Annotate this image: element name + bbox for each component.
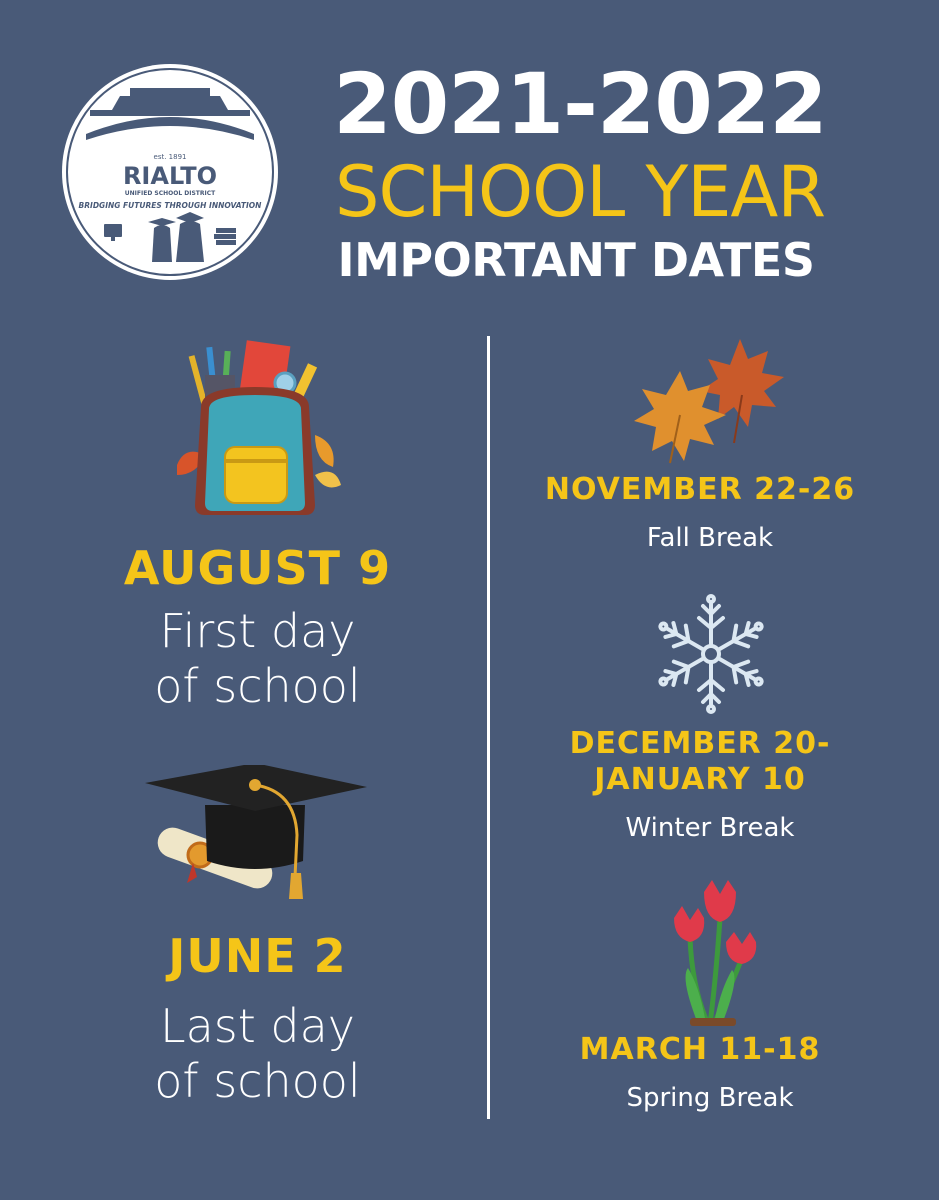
column-divider bbox=[487, 336, 490, 1119]
winter-break-date-line1: DECEMBER 20- bbox=[569, 726, 831, 761]
header-important-dates: IMPORTANT DATES bbox=[337, 233, 815, 287]
backpack-icon bbox=[165, 335, 345, 520]
fall-break-date: NOVEMBER 22-26 bbox=[544, 472, 856, 507]
logo-tagline: BRIDGING FUTURES THROUGH INNOVATION bbox=[78, 201, 262, 210]
first-day-desc-line1: First day bbox=[159, 604, 356, 658]
tulips-icon bbox=[660, 878, 760, 1028]
rialto-logo bbox=[60, 62, 280, 282]
winter-break-desc: Winter Break bbox=[625, 813, 795, 843]
graduation-cap-icon bbox=[145, 765, 370, 905]
winter-break-date-line2: JANUARY 10 bbox=[594, 762, 806, 797]
last-day-desc-line1: Last day bbox=[159, 999, 356, 1053]
header-year: 2021-2022 bbox=[333, 55, 827, 153]
logo-name: RIALTO bbox=[122, 162, 218, 190]
last-day-desc-line2: of school bbox=[154, 1054, 361, 1108]
snowflake-icon bbox=[650, 593, 772, 715]
header-school-year: SCHOOL YEAR bbox=[335, 151, 825, 233]
fall-break-desc: Fall Break bbox=[646, 523, 774, 553]
first-day-desc-line2: of school bbox=[154, 659, 361, 713]
last-day-date: JUNE 2 bbox=[168, 929, 347, 983]
first-day-date: AUGUST 9 bbox=[123, 541, 392, 595]
spring-break-desc: Spring Break bbox=[626, 1083, 794, 1113]
logo-est: est. 1891 bbox=[153, 153, 187, 161]
autumn-leaves-icon bbox=[630, 335, 790, 465]
spring-break-date: MARCH 11-18 bbox=[579, 1032, 821, 1067]
logo-district: UNIFIED SCHOOL DISTRICT bbox=[124, 190, 216, 197]
